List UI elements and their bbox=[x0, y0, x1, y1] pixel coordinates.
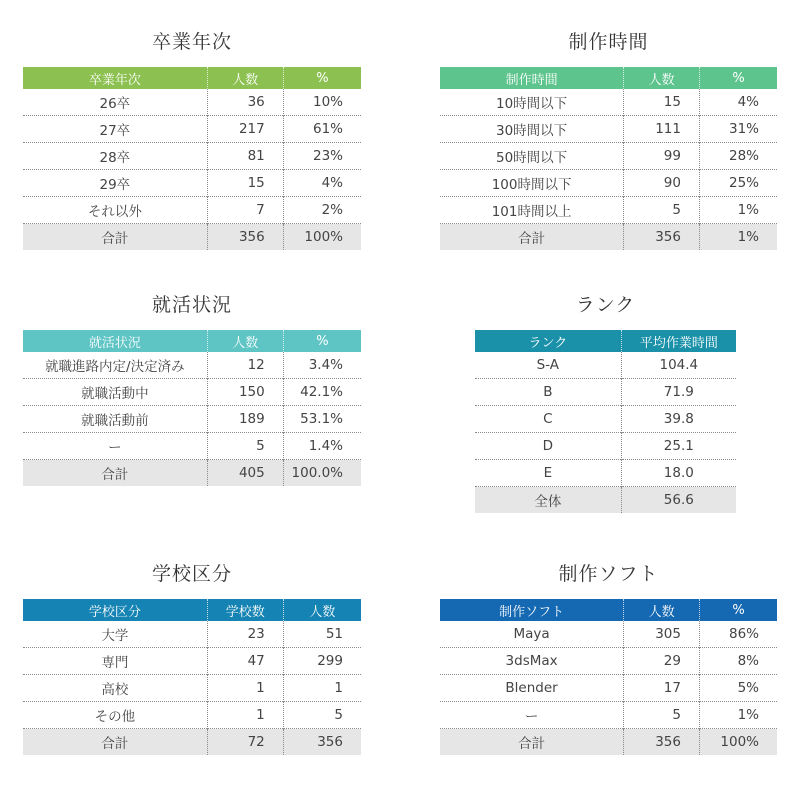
table-cell: それ以外 bbox=[23, 197, 207, 224]
table-cell: 27卒 bbox=[23, 116, 207, 143]
header-row bbox=[23, 67, 361, 89]
table-row bbox=[440, 621, 777, 648]
table-cell: 29卒 bbox=[23, 170, 207, 197]
table-cell: 合計 bbox=[23, 224, 207, 251]
table-cell: 150 bbox=[207, 379, 283, 406]
rank-table bbox=[475, 330, 736, 513]
table-row bbox=[440, 89, 777, 116]
column-header: 学校区分 bbox=[23, 599, 207, 621]
table-cell: 47 bbox=[207, 648, 283, 675]
table-cell: 39.8 bbox=[621, 406, 736, 433]
table-cell: ー bbox=[440, 702, 624, 729]
section-title: 制作ソフト bbox=[558, 563, 659, 585]
table-cell: D bbox=[475, 433, 621, 460]
header-row bbox=[440, 599, 777, 621]
table-cell: 1% bbox=[699, 702, 777, 729]
table-cell: 1.4% bbox=[283, 433, 361, 460]
table-cell: 5 bbox=[207, 433, 283, 460]
table-cell: 15 bbox=[207, 170, 283, 197]
table-cell: 大学 bbox=[101, 628, 129, 644]
graduation-year-section bbox=[23, 22, 361, 250]
table-row bbox=[23, 406, 361, 433]
job-status-section bbox=[23, 285, 361, 486]
table-cell: 5 bbox=[624, 197, 700, 224]
table-cell: 356 bbox=[283, 729, 361, 756]
table-cell: 28卒 bbox=[23, 143, 207, 170]
column-header: 卒業年次 bbox=[23, 67, 207, 89]
table-row bbox=[440, 170, 777, 197]
table-cell: 36 bbox=[207, 89, 283, 116]
table-row bbox=[440, 648, 777, 675]
table-cell: 1% bbox=[699, 197, 777, 224]
table-cell: 305 bbox=[624, 621, 700, 648]
column-header: 制作ソフト bbox=[440, 599, 624, 621]
table-cell: 5 bbox=[283, 702, 361, 729]
table-row bbox=[23, 197, 361, 224]
table-cell: 31% bbox=[699, 116, 777, 143]
table-cell: 合計 bbox=[23, 460, 207, 487]
table-cell: 104.4 bbox=[621, 352, 736, 379]
table-cell: 専門 bbox=[23, 648, 207, 675]
table-row bbox=[440, 675, 777, 702]
table-cell: 25.1 bbox=[621, 433, 736, 460]
column-header: 人数 bbox=[624, 599, 700, 621]
table-cell: 高校 bbox=[23, 675, 207, 702]
table-cell: 全体 bbox=[475, 487, 621, 514]
job-status-table bbox=[23, 330, 361, 486]
table-cell: 10% bbox=[283, 89, 361, 116]
table-cell: S-A bbox=[536, 357, 560, 373]
table-cell: 26卒 bbox=[99, 96, 131, 112]
table-row bbox=[440, 197, 777, 224]
table-cell: 5% bbox=[699, 675, 777, 702]
total-row bbox=[23, 729, 361, 756]
table-cell: 356 bbox=[624, 224, 700, 251]
column-header: % bbox=[699, 599, 777, 621]
table-row bbox=[23, 170, 361, 197]
table-cell: C bbox=[475, 406, 621, 433]
table-cell: B bbox=[475, 379, 621, 406]
table-cell: 4% bbox=[699, 89, 777, 116]
table-cell: 17 bbox=[624, 675, 700, 702]
production-time-table bbox=[440, 67, 777, 250]
school-type-table bbox=[23, 599, 361, 755]
header-row bbox=[23, 599, 361, 621]
table-cell: 5 bbox=[624, 702, 700, 729]
table-cell: 23 bbox=[207, 621, 283, 648]
table-cell: 3dsMax bbox=[440, 648, 624, 675]
table-cell: 15 bbox=[624, 89, 700, 116]
table-cell: 1 bbox=[283, 675, 361, 702]
table-cell: 217 bbox=[207, 116, 283, 143]
table-cell: 56.6 bbox=[621, 487, 736, 514]
column-header: 学校数 bbox=[207, 599, 283, 621]
table-row bbox=[440, 702, 777, 729]
header-row bbox=[440, 67, 777, 89]
table-cell: 42.1% bbox=[283, 379, 361, 406]
table-cell: 101時間以上 bbox=[440, 197, 624, 224]
column-header: 就活状況 bbox=[23, 330, 207, 352]
table-row bbox=[23, 648, 361, 675]
table-cell: 8% bbox=[699, 648, 777, 675]
software-section bbox=[440, 554, 777, 755]
table-cell: 1% bbox=[699, 224, 777, 251]
table-cell: 合計 bbox=[23, 729, 207, 756]
section-title: 学校区分 bbox=[151, 563, 232, 585]
table-cell: 53.1% bbox=[283, 406, 361, 433]
table-cell: その他 bbox=[23, 702, 207, 729]
total-row bbox=[440, 729, 777, 756]
table-cell: 就職活動前 bbox=[23, 406, 207, 433]
table-row bbox=[440, 143, 777, 170]
table-row bbox=[475, 460, 736, 487]
table-row bbox=[23, 89, 361, 116]
table-row bbox=[475, 379, 736, 406]
header-row bbox=[475, 330, 736, 352]
table-cell: 23% bbox=[283, 143, 361, 170]
table-row bbox=[23, 143, 361, 170]
table-cell: 合計 bbox=[440, 224, 624, 251]
table-cell: Blender bbox=[440, 675, 624, 702]
software-table bbox=[440, 599, 777, 755]
table-cell: 25% bbox=[699, 170, 777, 197]
total-row bbox=[440, 224, 777, 251]
column-header: 平均作業時間 bbox=[621, 330, 736, 352]
table-cell: 86% bbox=[699, 621, 777, 648]
table-cell: 就職進路内定/決定済み bbox=[45, 359, 185, 375]
table-cell: 72 bbox=[207, 729, 283, 756]
column-header: 人数 bbox=[283, 599, 361, 621]
table-cell: 10時間以下 bbox=[495, 96, 568, 112]
table-cell: 81 bbox=[207, 143, 283, 170]
table-cell: 7 bbox=[207, 197, 283, 224]
rank-section bbox=[475, 285, 736, 513]
table-cell: 111 bbox=[624, 116, 700, 143]
table-cell: 99 bbox=[624, 143, 700, 170]
section-title: 制作時間 bbox=[568, 31, 649, 53]
table-cell: 2% bbox=[283, 197, 361, 224]
column-header: 人数 bbox=[207, 67, 283, 89]
header-row bbox=[23, 330, 361, 352]
table-cell: 29 bbox=[624, 648, 700, 675]
column-header: 制作時間 bbox=[440, 67, 624, 89]
table-cell: 3.4% bbox=[283, 352, 361, 379]
table-cell: E bbox=[475, 460, 621, 487]
table-cell: 4% bbox=[283, 170, 361, 197]
table-cell: 51 bbox=[283, 621, 361, 648]
table-row bbox=[23, 621, 361, 648]
column-header: % bbox=[699, 67, 777, 89]
table-cell: 356 bbox=[624, 729, 700, 756]
table-cell: 1 bbox=[207, 702, 283, 729]
table-row bbox=[440, 116, 777, 143]
table-cell: 就職活動中 bbox=[23, 379, 207, 406]
table-cell: 299 bbox=[283, 648, 361, 675]
table-row bbox=[475, 352, 736, 379]
table-cell: Maya bbox=[513, 626, 550, 642]
total-row bbox=[475, 487, 736, 514]
table-cell: 18.0 bbox=[621, 460, 736, 487]
table-row bbox=[23, 433, 361, 460]
production-time-section bbox=[440, 22, 777, 250]
column-header: % bbox=[283, 330, 361, 352]
section-title: ランク bbox=[575, 294, 636, 316]
table-cell: 30時間以下 bbox=[440, 116, 624, 143]
table-row bbox=[23, 675, 361, 702]
table-row bbox=[475, 406, 736, 433]
column-header: ランク bbox=[475, 330, 621, 352]
total-row bbox=[23, 460, 361, 487]
column-header: 人数 bbox=[624, 67, 700, 89]
table-row bbox=[23, 379, 361, 406]
table-cell: 189 bbox=[207, 406, 283, 433]
table-row bbox=[23, 116, 361, 143]
table-cell: 61% bbox=[283, 116, 361, 143]
school-type-section bbox=[23, 554, 361, 755]
section-title: 卒業年次 bbox=[151, 31, 232, 53]
table-cell: 356 bbox=[207, 224, 283, 251]
table-row bbox=[23, 702, 361, 729]
table-cell: 90 bbox=[624, 170, 700, 197]
table-cell: 405 bbox=[207, 460, 283, 487]
table-cell: ー bbox=[23, 433, 207, 460]
table-cell: 1 bbox=[207, 675, 283, 702]
graduation-year-table bbox=[23, 67, 361, 250]
table-cell: 100.0% bbox=[283, 460, 361, 487]
table-cell: 合計 bbox=[440, 729, 624, 756]
table-cell: 100% bbox=[283, 224, 361, 251]
table-cell: 12 bbox=[207, 352, 283, 379]
table-cell: 50時間以下 bbox=[440, 143, 624, 170]
column-header: % bbox=[283, 67, 361, 89]
table-row bbox=[475, 433, 736, 460]
table-cell: 28% bbox=[699, 143, 777, 170]
table-row bbox=[23, 352, 361, 379]
section-title: 就活状況 bbox=[151, 294, 232, 316]
total-row bbox=[23, 224, 361, 251]
table-cell: 100時間以下 bbox=[440, 170, 624, 197]
table-cell: 100% bbox=[699, 729, 777, 756]
column-header: 人数 bbox=[207, 330, 283, 352]
table-cell: 71.9 bbox=[621, 379, 736, 406]
